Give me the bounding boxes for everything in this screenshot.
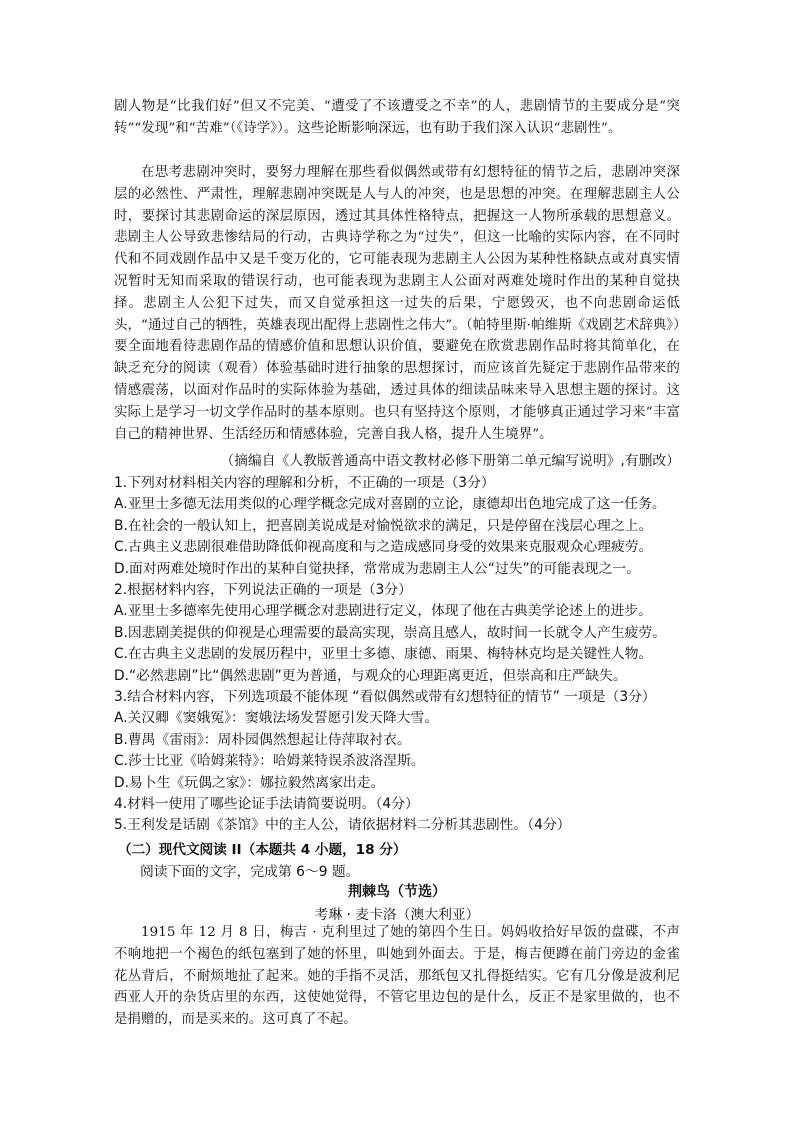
question-5-stem: 5.王利发是话剧《茶馆》中的主人公，请依据材料二分析其悲剧性。（4分） xyxy=(114,817,571,834)
question-1-option-c: C.古典主义悲剧很难借助降低仰视高度和与之造成感同身受的效果来克服观众心理疲劳。 xyxy=(114,539,653,556)
question-1-stem: 1.下列对材料相关内容的理解和分析，不正确的一项是（3分） xyxy=(114,475,495,491)
question-2 xyxy=(114,580,680,687)
question-3-option-d: D.易卜生《玩偶之家》：娜拉毅然离家出走。 xyxy=(114,774,385,791)
question-3 xyxy=(114,687,680,794)
question-3-stem: 3.结合材料内容，下列选项最不能体现 “看似偶然或带有幻想特征的情节” 一项是（3分） xyxy=(114,689,656,705)
section-2-heading: （二）现代文阅读 II（本题共 4 小题，18 分） xyxy=(118,842,407,858)
passage1-paragraph-b: 在思考悲剧冲突时，要努力理解在那些看似偶然或带有幻想特征的情节之后，悲剧冲突深层的必然性、严肃性，理解悲剧冲突既是人与人的冲突，也是思想的冲突。在理解悲剧主人公时，要探讨其悲剧命运的深层原因，透过其具体性格特点，把握这一人物所承载的思想意义。悲剧主人公导致悲惨结局的行动，古典诗学称之为“过失”，但这一比喻的实际内容，在不同时代和不同戏剧作品中又是千变万化的，它可能表现为悲剧主人公因为某种性格缺点或对真实情况暂时无知而采取的错误行动，也可能表现为悲剧主人公面对两难处境时作出的某种自觉抉择。悲剧主人公犯下过失，而又自觉承担这一过失的后果，宁愿毁灭，也不向悲剧命运低头，“通过自己的牺牲，英雄表现出配得上悲剧性之伟大”。（帕特里斯·帕维斯《戏剧艺术辞典》）要全面地看待悲剧作品的情感价值和思想认识价值，要避免在欣赏悲剧作品时将其简单化，在缺乏充分的阅读（观看）体验基础时进行抽象的思想探讨，而应该首先疑定于悲剧作品带来的情感震荡，以面对作品时的实际体验为基础，透过具体的细读品味来导入思想主题的探讨。这实际上是学习一切文学作品时的基本原则。也只有坚持这个原则，才能够真正通过学习来“丰富自己的精神世界、生活经历和情感体验，完善自我人格，提升人生境界”。 xyxy=(114,165,680,442)
question-2-option-a: A.亚里士多德率先使用心理学概念对悲剧进行定义，体现了他在古典美学论述上的进步。 xyxy=(114,603,652,620)
question-2-option-b: B.因悲剧美提供的仰视是心理需要的最高实现，崇高且感人，故时间一长就令人产生疲劳。 xyxy=(114,624,666,641)
question-1-option-a: A.亚里士多德无法用类似的心理学概念完成对喜剧的立论，康德却出色地完成了这一任务。 xyxy=(114,496,666,513)
question-3-option-c: C.莎士比亚《哈姆莱特》：哈姆莱特误杀波洛涅斯。 xyxy=(114,753,425,770)
question-1-option-b: B.在社会的一般认知上，把喜剧美说成是对愉悦欲求的满足，只是停留在浅层心理之上。 xyxy=(114,517,653,534)
story-title: 荆棘鸟（节选） xyxy=(348,884,446,900)
question-2-option-d: D.“必然悲剧”比“偶然悲剧”更为普通，与观众的心理距离更近，但崇高和庄严缺失。 xyxy=(114,667,627,684)
question-4-stem: 4.材料一使用了哪些论证手法请简要说明。（4分） xyxy=(114,796,419,812)
section-2-instruction: 阅读下面的文字，完成第 6～9 题。 xyxy=(140,864,360,880)
question-3-option-b: B.曹禺《雷雨》：周朴园偶然想起让侍萍取衬衣。 xyxy=(114,731,411,748)
question-3-option-a: A.关汉卿《窦娥冤》：窦娥法场发誓愿引发天降大雪。 xyxy=(114,710,439,727)
passage1-source: （摘编自《人教版普通高中语文教材必修下册第二单元编写说明》,有删改） xyxy=(220,453,680,469)
story-paragraph: 1915 年 12 月 8 日，梅吉 · 克利里过了她的第四个生日。妈妈收拾好早饭的盘碟，不声不响地把一个褐色的纸包塞到了她的怀里，叫她到外面去。于是，梅吉便蹲在前门旁边的金雀花丛背后，不耐烦地扯了起来。她的手指不灵活，那纸包又扎得挺结实。它有几分像是波利尼西亚人开的杂货店里的东西，这使她觉得，不管它里边包的是什么，反正不是家里做的，也不是捐赠的，而是买来的。这可真了不起。 xyxy=(114,925,680,1028)
question-1 xyxy=(114,473,680,580)
story-author: 考琳 · 麦卡洛（澳大利亚） xyxy=(314,907,480,923)
question-4-5 xyxy=(114,794,680,837)
question-2-stem: 2.根据材料内容，下列说法正确的一项是（3分） xyxy=(114,582,412,598)
question-1-option-d: D.面对两难处境时作出的某种自觉抉择，常常成为悲剧主人公“过失”的可能表现之一。 xyxy=(114,560,640,577)
question-2-option-c: C.在古典主义悲剧的发展历程中，亚里士多德、康德、雨果、梅特林克均是关键性人物。 xyxy=(114,646,653,663)
passage1-paragraph-a: 剧人物是“比我们好”但又不完美、“遭受了不该遭受之不幸”的人，悲剧情节的主要成分是“突转”“发现”和“苦难”（《诗学》）。这些论断影响深远，也有助于我们深入认识“悲剧性”。 xyxy=(114,99,680,136)
